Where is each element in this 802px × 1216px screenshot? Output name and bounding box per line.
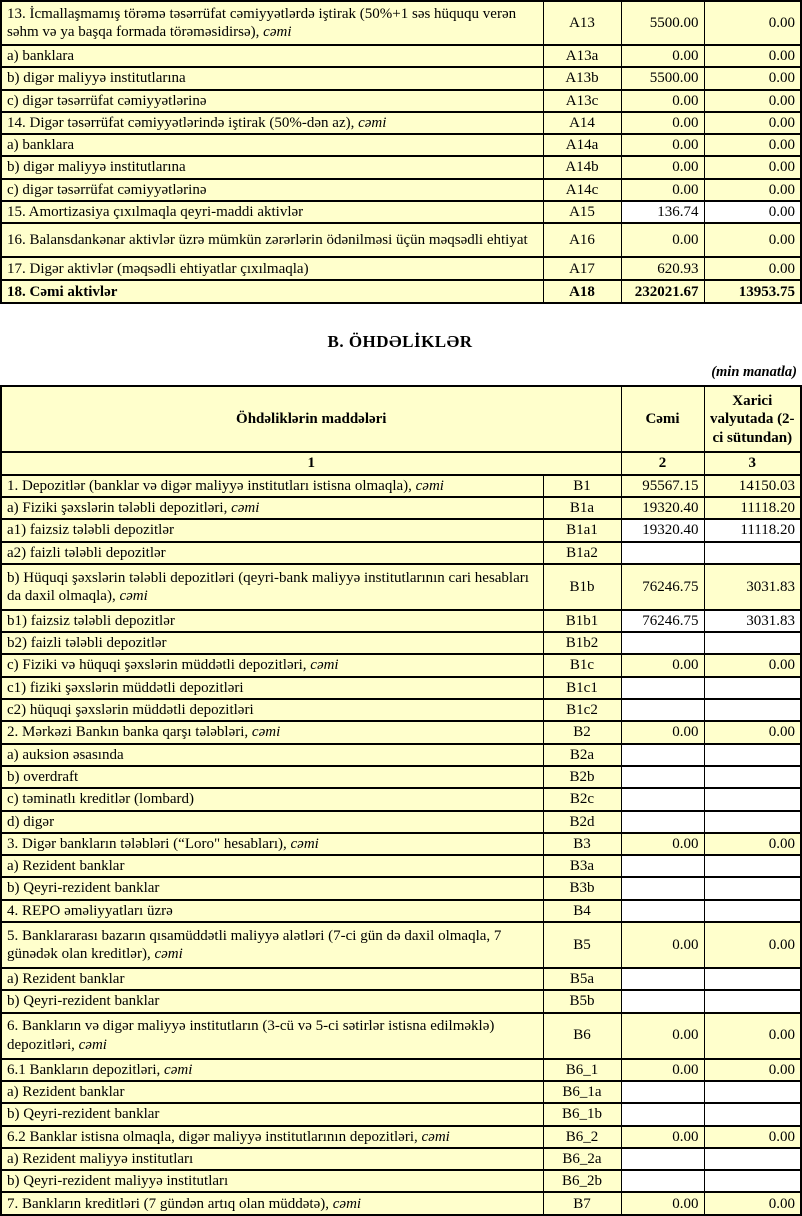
item-code: B2c <box>543 788 621 810</box>
item-code: B1b1 <box>543 610 621 632</box>
value-total: 0.00 <box>621 1192 704 1215</box>
item-label: a2) faizli tələbli depozitlər <box>1 542 543 564</box>
item-code: A13b <box>543 67 621 89</box>
item-label-italic-suffix: cəmi <box>358 114 387 131</box>
item-code: B6 <box>543 1013 621 1059</box>
value-total: 0.00 <box>621 833 704 855</box>
table-row <box>1 699 801 721</box>
value-foreign-currency: 0.00 <box>704 134 801 156</box>
col-number-2: 2 <box>621 452 704 474</box>
table-row <box>1 1103 801 1125</box>
value-total: 0.00 <box>621 156 704 178</box>
item-label-italic-suffix: cəmi <box>310 657 339 674</box>
value-foreign-currency: 0.00 <box>704 45 801 67</box>
item-code: B6_1a <box>543 1081 621 1103</box>
liabilities-table <box>0 385 802 1216</box>
table-row <box>1 654 801 676</box>
value-total: 0.00 <box>621 45 704 67</box>
value-total: 0.00 <box>621 721 704 743</box>
table-row <box>1 1081 801 1103</box>
value-foreign-currency: 0.00 <box>704 156 801 178</box>
value-foreign-currency <box>704 811 801 833</box>
value-total <box>621 632 704 654</box>
item-code: B2 <box>543 721 621 743</box>
value-total: 136.74 <box>621 201 704 223</box>
value-total: 620.93 <box>621 257 704 280</box>
item-label: 1. Depozitlər (banklar və digər maliyyə institutları istisna olmaqla), cəmi <box>1 475 543 497</box>
table-row <box>1 134 801 156</box>
col-header-total: Cəmi <box>621 386 704 452</box>
value-foreign-currency <box>704 1081 801 1103</box>
item-label: a) Rezident banklar <box>1 1081 543 1103</box>
table-row <box>1 179 801 201</box>
table-row <box>1 1126 801 1148</box>
item-label: b) Qeyri-rezident banklar <box>1 877 543 899</box>
table-row <box>1 1 801 45</box>
item-label: 2. Mərkəzi Bankın banka qarşı tələbləri, cəmi <box>1 721 543 743</box>
item-code: B3a <box>543 855 621 877</box>
value-foreign-currency: 0.00 <box>704 1 801 45</box>
value-total: 5500.00 <box>621 1 704 45</box>
item-code: B6_2 <box>543 1126 621 1148</box>
item-code: B1a2 <box>543 542 621 564</box>
value-total: 0.00 <box>621 223 704 257</box>
value-total <box>621 788 704 810</box>
item-label: b) Qeyri-rezident banklar <box>1 1103 543 1125</box>
value-total <box>621 677 704 699</box>
item-code: B7 <box>543 1192 621 1215</box>
value-foreign-currency: 0.00 <box>704 1192 801 1215</box>
value-foreign-currency: 3031.83 <box>704 564 801 610</box>
item-code: B5a <box>543 968 621 990</box>
value-total <box>621 855 704 877</box>
value-total: 0.00 <box>621 90 704 112</box>
item-label: 4. REPO əməliyyatları üzrə <box>1 900 543 922</box>
item-code: B6_1 <box>543 1059 621 1081</box>
value-total: 0.00 <box>621 134 704 156</box>
assets-table <box>0 0 802 304</box>
item-code: A14b <box>543 156 621 178</box>
table-row <box>1 90 801 112</box>
item-label-italic-suffix: cəmi <box>290 835 319 852</box>
item-code: A14c <box>543 179 621 201</box>
item-code: B3b <box>543 877 621 899</box>
item-code: B1b2 <box>543 632 621 654</box>
unit-note: (min manatla) <box>711 364 797 381</box>
item-label-italic-suffix: cəmi <box>263 24 292 40</box>
item-code: A17 <box>543 257 621 280</box>
col-header-foreign: Xarici valyutada (2-ci sütundan) <box>704 386 801 452</box>
item-label: a) auksion əsasında <box>1 744 543 766</box>
value-foreign-currency: 0.00 <box>704 721 801 743</box>
item-label: 13. İcmallaşmamış törəmə təsərrüfat cəmiyyətlərdə iştirak (50%+1 səs hüququ verən səhm və ya başqa formada törəməsidirsə), cəmi <box>1 1 543 45</box>
value-total <box>621 542 704 564</box>
value-total: 76246.75 <box>621 564 704 610</box>
item-code: B6_1b <box>543 1103 621 1125</box>
item-code: A15 <box>543 201 621 223</box>
item-code: A18 <box>543 280 621 303</box>
item-label: 6. Bankların və digər maliyyə institutların (3-cü və 5-ci sətirlər istisna edilməklə) depozitləri, cəmi <box>1 1013 543 1059</box>
item-label: c) təminatlı kreditlər (lombard) <box>1 788 543 810</box>
item-label: a) banklara <box>1 45 543 67</box>
item-label: d) digər <box>1 811 543 833</box>
value-total <box>621 968 704 990</box>
value-foreign-currency <box>704 699 801 721</box>
value-foreign-currency <box>704 900 801 922</box>
value-total: 0.00 <box>621 922 704 968</box>
item-label-italic-suffix: cəmi <box>332 1195 362 1212</box>
item-code: B6_2b <box>543 1170 621 1192</box>
table-row <box>1 257 801 280</box>
value-foreign-currency <box>704 788 801 810</box>
column-number-row <box>1 452 801 474</box>
table-row <box>1 564 801 610</box>
value-total: 5500.00 <box>621 67 704 89</box>
table-row <box>1 67 801 89</box>
table-row <box>1 855 801 877</box>
item-code: B2d <box>543 811 621 833</box>
value-foreign-currency <box>704 855 801 877</box>
item-label-italic-suffix: cəmi <box>78 1036 107 1053</box>
table-row <box>1 1170 801 1192</box>
value-foreign-currency: 14150.03 <box>704 475 801 497</box>
item-label: b) digər maliyyə institutlarına <box>1 67 543 89</box>
table-row <box>1 45 801 67</box>
item-label: c1) fiziki şəxslərin müddətli depozitləri <box>1 677 543 699</box>
item-label: a1) faizsiz tələbli depozitlər <box>1 519 543 541</box>
item-label: a) banklara <box>1 134 543 156</box>
item-label: a) Rezident banklar <box>1 968 543 990</box>
item-code: B4 <box>543 900 621 922</box>
value-total <box>621 1148 704 1170</box>
table-row <box>1 877 801 899</box>
value-foreign-currency <box>704 542 801 564</box>
value-foreign-currency <box>704 990 801 1012</box>
item-code: B1a1 <box>543 519 621 541</box>
value-total: 19320.40 <box>621 497 704 519</box>
value-foreign-currency <box>704 877 801 899</box>
item-code: B6_2a <box>543 1148 621 1170</box>
table-row <box>1 833 801 855</box>
header-row <box>1 386 801 452</box>
value-total: 95567.15 <box>621 475 704 497</box>
item-label: 5. Banklararası bazarın qısamüddətli maliyyə alətləri (7-ci gün də daxil olmaqla, 7 günədək olan kreditlər), cəmi <box>1 922 543 968</box>
value-total: 0.00 <box>621 1013 704 1059</box>
item-label: b) overdraft <box>1 766 543 788</box>
table-row <box>1 721 801 743</box>
value-total <box>621 1170 704 1192</box>
value-total: 0.00 <box>621 654 704 676</box>
value-foreign-currency: 0.00 <box>704 654 801 676</box>
table-row <box>1 610 801 632</box>
item-label: c) digər təsərrüfat cəmiyyətlərinə <box>1 179 543 201</box>
value-foreign-currency <box>704 968 801 990</box>
value-total: 0.00 <box>621 1126 704 1148</box>
item-code: A13c <box>543 90 621 112</box>
item-label: 6.1 Bankların depozitləri, cəmi <box>1 1059 543 1081</box>
item-code: B2b <box>543 766 621 788</box>
value-foreign-currency <box>704 766 801 788</box>
item-code: A14a <box>543 134 621 156</box>
table-row <box>1 1013 801 1059</box>
table-row <box>1 112 801 134</box>
table-row <box>1 1059 801 1081</box>
value-foreign-currency <box>704 744 801 766</box>
table-row <box>1 922 801 968</box>
item-label: c2) hüquqi şəxslərin müddətli depozitləri <box>1 699 543 721</box>
item-label: b) Hüquqi şəxslərin tələbli depozitləri (qeyri-bank maliyyə institutlarının cari hesabları da daxil olmaqla), cəmi <box>1 564 543 610</box>
table-row <box>1 990 801 1012</box>
value-total: 76246.75 <box>621 610 704 632</box>
value-foreign-currency: 0.00 <box>704 833 801 855</box>
item-code: A13a <box>543 45 621 67</box>
value-total: 0.00 <box>621 112 704 134</box>
item-label: 3. Digər bankların tələbləri (“Loro" hesabları), cəmi <box>1 833 543 855</box>
value-total <box>621 900 704 922</box>
value-total <box>621 766 704 788</box>
item-label: b) digər maliyyə institutlarına <box>1 156 543 178</box>
item-label: a) Rezident banklar <box>1 855 543 877</box>
section-b-title: B. ÖHDƏLİKLƏR <box>327 332 473 352</box>
table-row <box>1 280 801 303</box>
item-label-italic-suffix: cəmi <box>415 477 444 494</box>
table-row <box>1 744 801 766</box>
col-header-items: Öhdəliklərin maddələri <box>1 386 621 452</box>
item-label: b1) faizsiz tələbli depozitlər <box>1 610 543 632</box>
value-foreign-currency: 0.00 <box>704 112 801 134</box>
item-label: 6.2 Banklar istisna olmaqla, digər maliyyə institutlarının depozitləri, cəmi <box>1 1126 543 1148</box>
table-row <box>1 542 801 564</box>
item-code: B1c <box>543 654 621 676</box>
table-row <box>1 519 801 541</box>
value-foreign-currency: 0.00 <box>704 179 801 201</box>
item-label-italic-suffix: cəmi <box>251 724 281 741</box>
table-row <box>1 475 801 497</box>
value-foreign-currency: 0.00 <box>704 257 801 280</box>
value-total: 232021.67 <box>621 280 704 303</box>
table-row <box>1 223 801 257</box>
col-number-3: 3 <box>704 452 801 474</box>
item-code: B1 <box>543 475 621 497</box>
item-code: B1c1 <box>543 677 621 699</box>
item-label: c) Fiziki və hüquqi şəxslərin müddətli depozitləri, cəmi <box>1 654 543 676</box>
item-label-italic-suffix: cəmi <box>231 499 260 516</box>
value-total: 0.00 <box>621 179 704 201</box>
value-foreign-currency: 0.00 <box>704 201 801 223</box>
value-total: 19320.40 <box>621 519 704 541</box>
item-code: A16 <box>543 223 621 257</box>
value-foreign-currency: 0.00 <box>704 67 801 89</box>
value-foreign-currency <box>704 1148 801 1170</box>
table-row <box>1 766 801 788</box>
value-total: 0.00 <box>621 1059 704 1081</box>
table-row <box>1 900 801 922</box>
value-foreign-currency: 11118.20 <box>704 519 801 541</box>
value-foreign-currency: 0.00 <box>704 223 801 257</box>
item-code: A14 <box>543 112 621 134</box>
value-total <box>621 811 704 833</box>
item-label-italic-suffix: cəmi <box>119 587 148 604</box>
item-code: B1b <box>543 564 621 610</box>
table-row <box>1 677 801 699</box>
table-row <box>1 968 801 990</box>
value-foreign-currency <box>704 1103 801 1125</box>
item-code: B5b <box>543 990 621 1012</box>
value-foreign-currency: 0.00 <box>704 1013 801 1059</box>
item-label: c) digər təsərrüfat cəmiyyətlərinə <box>1 90 543 112</box>
item-label: 7. Bankların kreditləri (7 gündən artıq olan müddətə), cəmi <box>1 1192 543 1215</box>
item-label: b) Qeyri-rezident banklar <box>1 990 543 1012</box>
table-row <box>1 1192 801 1215</box>
value-foreign-currency: 13953.75 <box>704 280 801 303</box>
value-foreign-currency: 3031.83 <box>704 610 801 632</box>
item-label: 17. Digər aktivlər (məqsədli ehtiyatlar çıxılmaqla) <box>1 257 543 280</box>
value-total <box>621 744 704 766</box>
table-row <box>1 1148 801 1170</box>
item-label-italic-suffix: cəmi <box>164 1061 193 1078</box>
item-code: B3 <box>543 833 621 855</box>
item-label: b) Qeyri-rezident maliyyə institutları <box>1 1170 543 1192</box>
table-row <box>1 632 801 654</box>
value-foreign-currency <box>704 632 801 654</box>
item-label: 15. Amortizasiya çıxılmaqla qeyri-maddi aktivlər <box>1 201 543 223</box>
item-code: B5 <box>543 922 621 968</box>
table-row <box>1 788 801 810</box>
item-label: b2) faizli tələbli depozitlər <box>1 632 543 654</box>
item-label: a) Fiziki şəxslərin tələbli depozitləri, cəmi <box>1 497 543 519</box>
item-label: 14. Digər təsərrüfat cəmiyyətlərində iştirak (50%-dən az), cəmi <box>1 112 543 134</box>
table-row <box>1 201 801 223</box>
table-row <box>1 497 801 519</box>
table-row <box>1 811 801 833</box>
value-foreign-currency: 0.00 <box>704 922 801 968</box>
value-total <box>621 1081 704 1103</box>
item-code: A13 <box>543 1 621 45</box>
item-code: B1a <box>543 497 621 519</box>
value-total <box>621 877 704 899</box>
value-foreign-currency: 0.00 <box>704 1059 801 1081</box>
item-label: 16. Balansdankənar aktivlər üzrə mümkün zərərlərin ödənilməsi üçün məqsədli ehtiyat <box>1 223 543 257</box>
item-code: B2a <box>543 744 621 766</box>
value-foreign-currency <box>704 677 801 699</box>
item-label: 18. Cəmi aktivlər <box>1 280 543 303</box>
item-label-italic-suffix: cəmi <box>421 1128 450 1145</box>
col-number-1: 1 <box>1 452 621 474</box>
value-foreign-currency: 0.00 <box>704 1126 801 1148</box>
value-foreign-currency: 0.00 <box>704 90 801 112</box>
item-label: a) Rezident maliyyə institutları <box>1 1148 543 1170</box>
value-total <box>621 990 704 1012</box>
value-total <box>621 1103 704 1125</box>
item-label-italic-suffix: cəmi <box>154 946 183 963</box>
table-row <box>1 156 801 178</box>
value-foreign-currency: 11118.20 <box>704 497 801 519</box>
item-code: B1c2 <box>543 699 621 721</box>
value-foreign-currency <box>704 1170 801 1192</box>
value-total <box>621 699 704 721</box>
